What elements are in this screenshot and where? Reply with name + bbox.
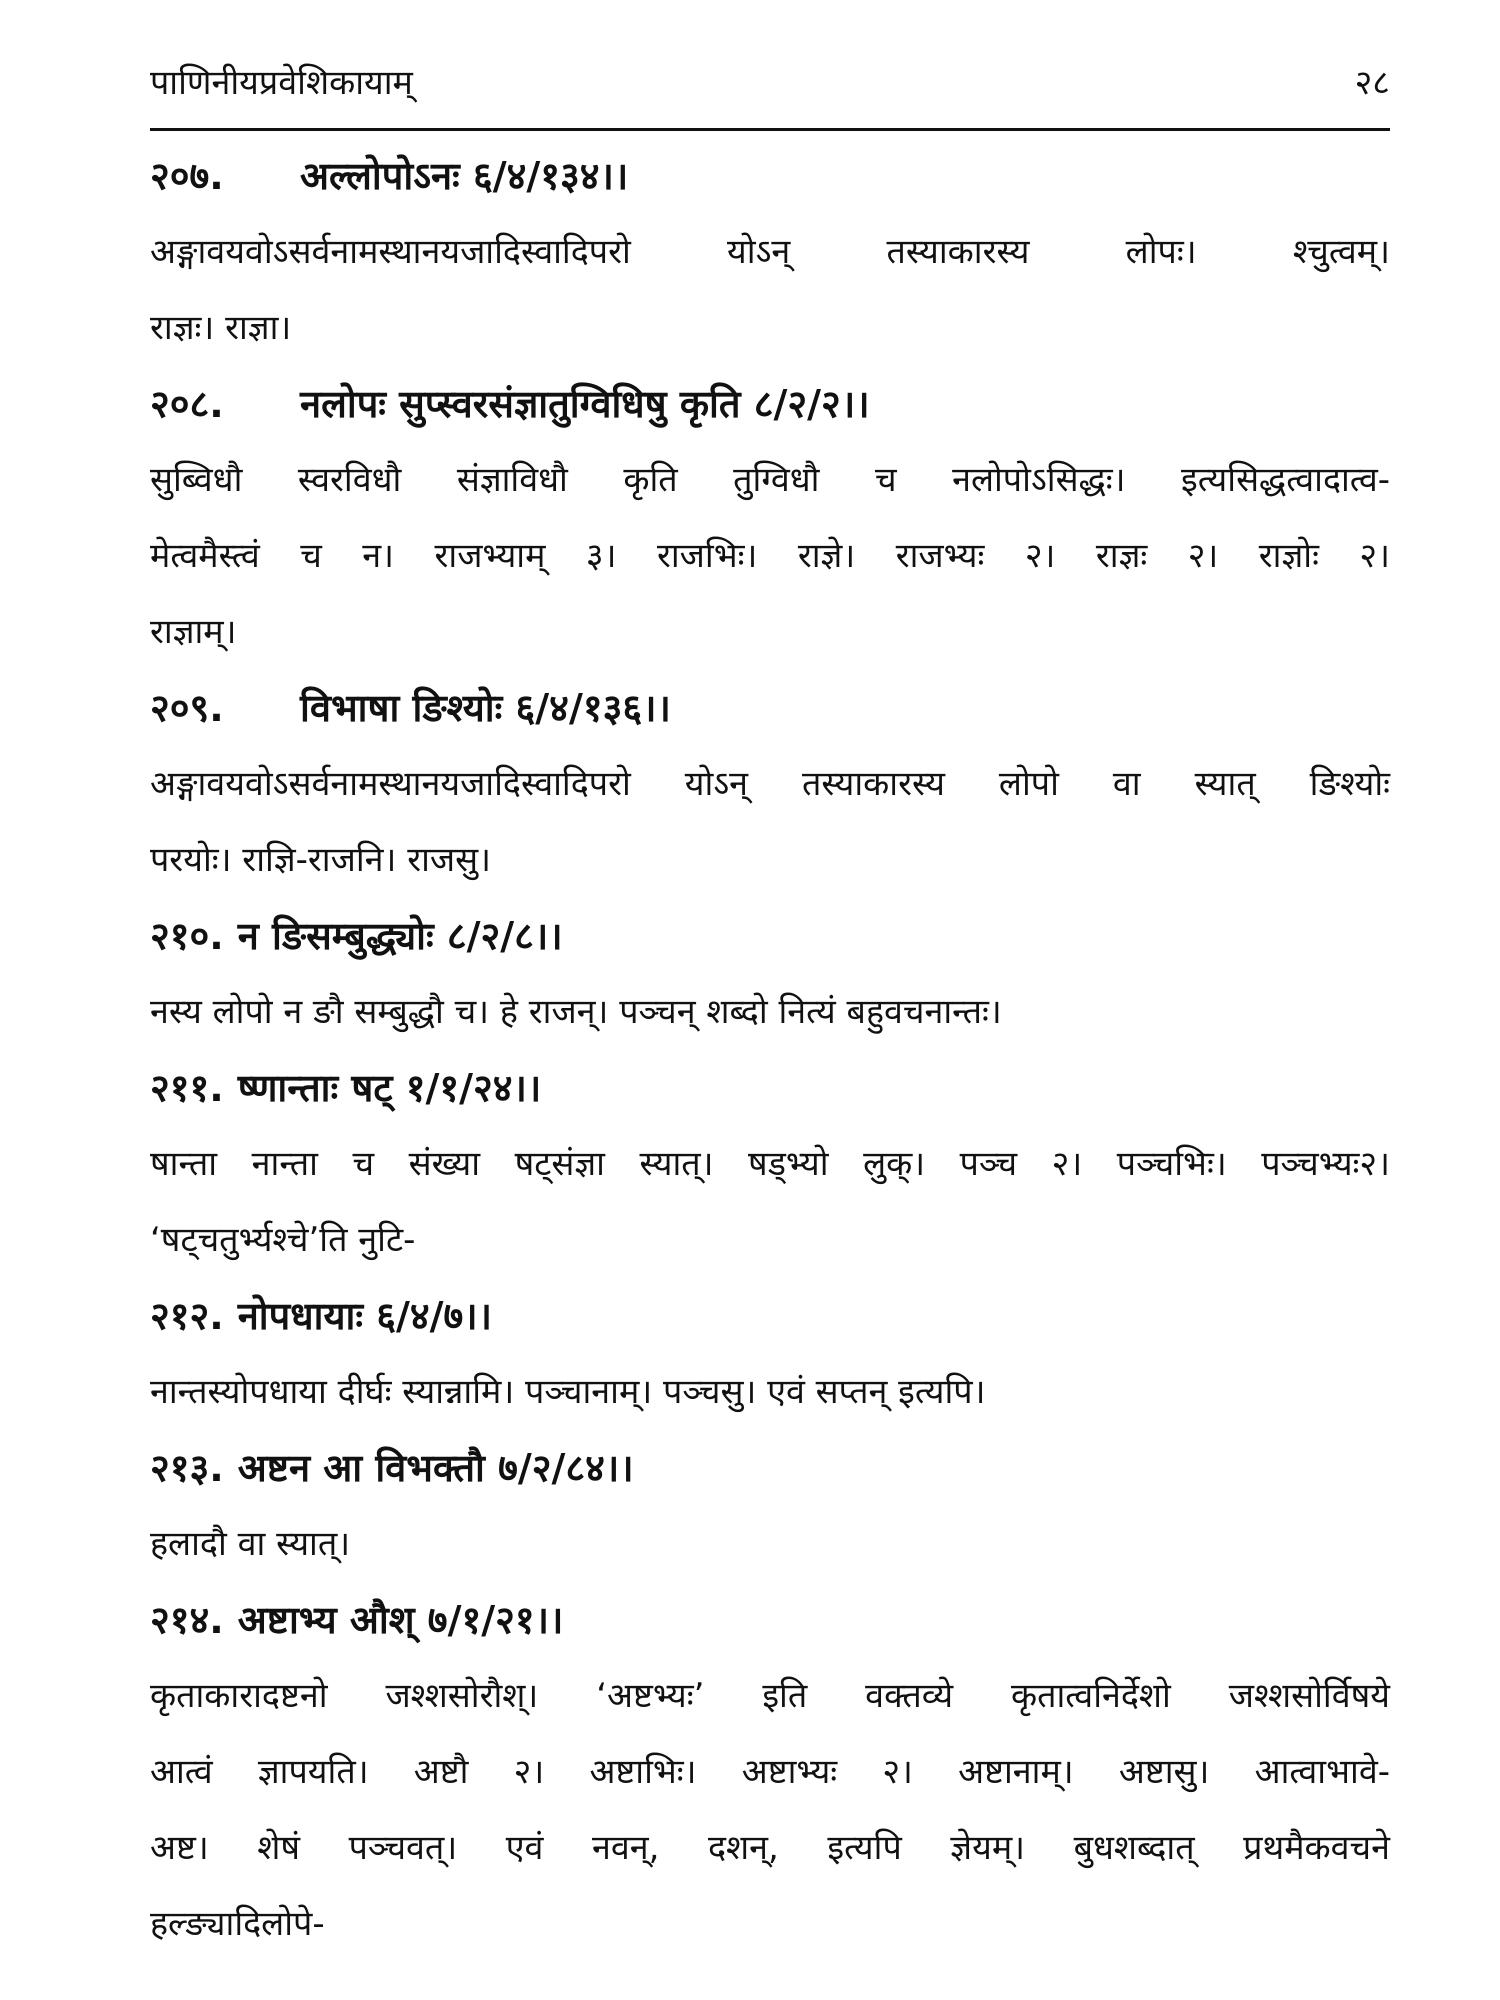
sutra-211-heading [150, 1050, 1390, 1126]
sutra-211-commentary [150, 1126, 1390, 1278]
sutra-209-commentary [150, 746, 1390, 898]
commentary-line: ‘षट्चतुर्भ्यश्चे’ति नुटि- [150, 1220, 416, 1260]
sutra-text: नोपधायाः ६/४/७।। [237, 1294, 493, 1338]
sutra-number: २११. [150, 1066, 224, 1110]
commentary-line: नान्तस्योपधाया दीर्घः स्यान्नामि। पञ्चानाम्। पञ्चसु। एवं सप्तन् इत्यपि। [150, 1372, 986, 1412]
commentary-line: षान्ता नान्ता च संख्या षट्संज्ञा स्यात्। षड्भ्यो लुक्। पञ्च २। पञ्चभिः। पञ्चभ्यः२। [150, 1144, 1390, 1184]
sutra-text: ष्णान्ताः षट् १/१/२४।। [237, 1066, 542, 1110]
sutra-213-commentary [150, 1506, 1390, 1582]
commentary-line: अङ्गावयवोऽसर्वनामस्थानयजादिस्वादिपरो योऽन् तस्याकारस्य लोपः। श्चुत्वम्। [150, 232, 1390, 272]
sutra-214-heading [150, 1582, 1390, 1658]
page-header [150, 58, 1390, 120]
commentary-line: परयोः। राज्ञि-राजनि। राजसु। [150, 840, 492, 880]
sutra-number: २०७. [150, 154, 224, 198]
sutra-212-heading [150, 1278, 1390, 1354]
sutra-number: २०९. [150, 686, 224, 730]
commentary-line: हलादौ वा स्यात्। [150, 1524, 351, 1564]
commentary-line: राज्ञाम्। [150, 612, 237, 652]
sutra-208-heading [150, 366, 1390, 442]
sutra-213-heading [150, 1430, 1390, 1506]
sutra-214-commentary [150, 1658, 1390, 1962]
commentary-line: कृताकारादष्टनो जश्शसोरौश्। ‘अष्टभ्यः’ इति वक्तव्ये कृतात्वनिर्देशो जश्शसोर्विषये [150, 1676, 1390, 1716]
commentary-line: अङ्गावयवोऽसर्वनामस्थानयजादिस्वादिपरो योऽन् तस्याकारस्य लोपो वा स्यात् ङिश्योः [150, 764, 1390, 804]
commentary-line: आत्वं ज्ञापयति। अष्टौ २। अष्टाभिः। अष्टाभ्यः २। अष्टानाम्। अष्टासु। आत्वाभावे- [150, 1752, 1390, 1792]
sutra-207-commentary [150, 214, 1390, 366]
sutra-text: अष्टन आ विभक्तौ ७/२/८४।। [237, 1446, 634, 1490]
commentary-line: हल्ङ्यादिलोपे- [150, 1904, 325, 1944]
sutra-209-heading [150, 670, 1390, 746]
sutra-212-commentary [150, 1354, 1390, 1430]
page-number: २८ [1354, 63, 1390, 103]
sutra-text: अल्लोपोऽनः ६/४/१३४।। [300, 154, 629, 198]
sutra-207-heading [150, 138, 1390, 214]
sutra-text: अष्टाभ्य औश् ७/१/२१।। [237, 1598, 564, 1642]
page-body [150, 138, 1390, 1962]
sutra-text: नलोपः सुप्स्वरसंज्ञातुग्विधिषु कृति ८/२/२।। [300, 382, 870, 426]
running-title: पाणिनीयप्रवेशिकायाम् [150, 63, 413, 103]
header-rule [150, 128, 1390, 131]
commentary-line: अष्ट। शेषं पञ्चवत्। एवं नवन्, दशन्, इत्यपि ज्ञेयम्। बुधशब्दात् प्रथमैकवचने [150, 1828, 1390, 1868]
sutra-text: न ङिसम्बुद्ध्योः ८/२/८।। [237, 914, 563, 958]
commentary-line: नस्य लोपो न ङौ सम्बुद्धौ च। हे राजन्। पञ्चन् शब्दो नित्यं बहुवचनान्तः। [150, 992, 1002, 1032]
sutra-208-commentary [150, 442, 1390, 670]
sutra-210-commentary [150, 974, 1390, 1050]
sutra-number: २१३. [150, 1446, 224, 1490]
sutra-text: विभाषा ङिश्योः ६/४/१३६।। [300, 686, 671, 730]
sutra-number: २१०. [150, 914, 224, 958]
sutra-210-heading [150, 898, 1390, 974]
sutra-number: २१२. [150, 1294, 224, 1338]
commentary-line: राज्ञः। राज्ञा। [150, 308, 292, 348]
sutra-number: २०८. [150, 382, 224, 426]
commentary-line: मेत्वमैस्त्वं च न। राजभ्याम् ३। राजभिः। राज्ञे। राजभ्यः २। राज्ञः २। राज्ञोः २। [150, 536, 1390, 576]
commentary-line: सुब्विधौ स्वरविधौ संज्ञाविधौ कृति तुग्विधौ च नलोपोऽसिद्धः। इत्यसिद्धत्वादात्व- [150, 460, 1390, 500]
sutra-number: २१४. [150, 1598, 224, 1642]
